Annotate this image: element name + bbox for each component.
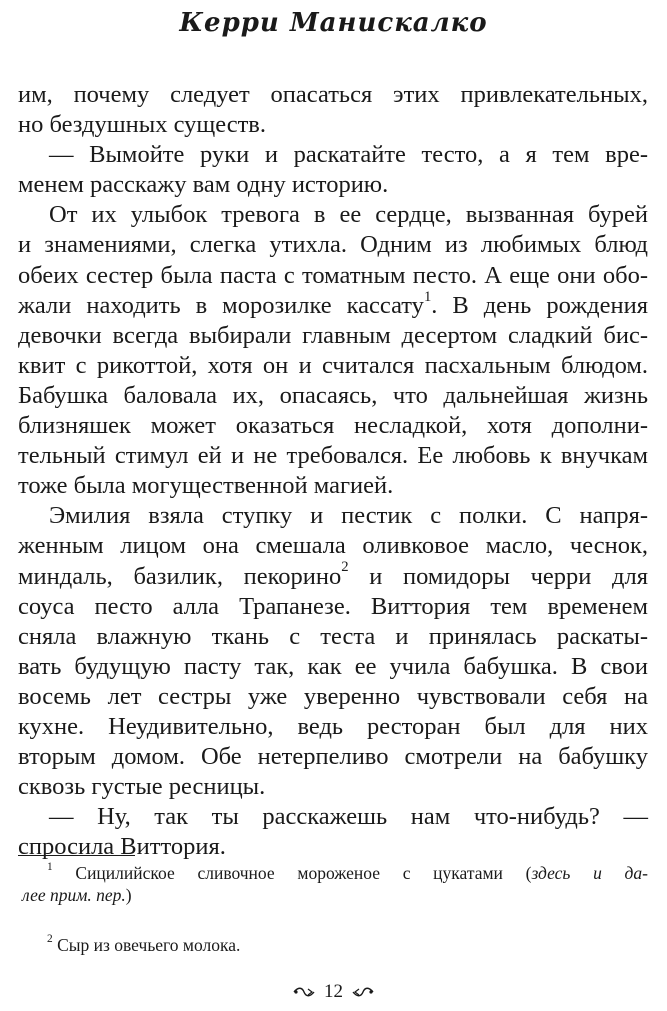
text-line: девочки всегда выбирали главным десертом сладкий бис- bbox=[18, 321, 648, 349]
text-line: От их улыбок тревога в ее сердце, вызванная бурей bbox=[49, 201, 648, 229]
footnote-rule bbox=[18, 855, 135, 856]
text-line: им, почему следует опасаться этих привлекательных, bbox=[18, 81, 648, 108]
running-header: Керри Манискалко bbox=[179, 8, 488, 38]
text-line: вать будущую пасту так, как ее учила бабушка. В свои bbox=[18, 652, 648, 680]
text-line: тоже была могущественной магией. bbox=[18, 472, 394, 500]
footnote-2 bbox=[22, 934, 648, 956]
footnote-2-text: Сыр из овечьего молока. bbox=[52, 935, 241, 955]
floral-flourish-icon bbox=[351, 982, 375, 1004]
text-line: женным лицом она смешала оливковое масло, чеснок, bbox=[18, 532, 648, 560]
footnote-1-italic: здесь и да- bbox=[531, 863, 648, 883]
text-line: спросила Виттория. bbox=[18, 833, 226, 861]
footnote-reference: 1 bbox=[423, 288, 432, 305]
text-line: близняшек может оказаться несладкой, хотя дополни- bbox=[18, 412, 648, 440]
footnote-1-marker: 1 bbox=[47, 860, 53, 873]
text-line: обеих сестер была паста с томатным песто. А еще они обо- bbox=[18, 261, 648, 289]
text-line: но бездушных существ. bbox=[18, 111, 266, 139]
body-text bbox=[18, 80, 648, 862]
footnote-1-close: ) bbox=[125, 885, 132, 905]
text-line: — Вымойте руки и раскатайте тесто, а я тем вре- bbox=[49, 141, 648, 169]
floral-flourish-icon bbox=[292, 982, 316, 1004]
page-footer bbox=[0, 981, 667, 1004]
text-line: менем расскажу вам одну историю. bbox=[18, 171, 389, 199]
text-line: миндаль, базилик, пекорино$^2$ и помидоры черри для bbox=[18, 559, 648, 590]
text-line: соуса песто алла Трапанезе. Виттория тем временем bbox=[18, 592, 648, 620]
text-line: тельный стимул ей и не требовался. Ее любовь к внучкам bbox=[18, 442, 648, 470]
text-line: вторым домом. Обе нетерпеливо смотрели на бабушку bbox=[18, 743, 648, 771]
footnote-2-marker: 2 bbox=[47, 932, 53, 945]
text-line: сняла влажную ткань с теста и принялась раскаты- bbox=[18, 622, 648, 650]
text-line: — Ну, так ты расскажешь нам что-нибудь? — bbox=[49, 803, 648, 831]
text-line: кухне. Неудивительно, ведь ресторан был для них bbox=[18, 712, 648, 740]
footnote-1-line-2 bbox=[22, 884, 648, 906]
page-number: 12 bbox=[324, 981, 343, 1002]
text-line: жали находить в морозилке кассату$^1$. В день рождения bbox=[18, 288, 648, 319]
text-line: Бабушка баловала их, опасаясь, что дальнейшая жизнь bbox=[18, 381, 648, 409]
footnotes bbox=[22, 862, 648, 956]
footnote-1-text: Сицилийское сливочное мороженое с цукатами ( bbox=[52, 863, 532, 883]
text-line: квит с рикоттой, хотя он и считался пасхальным блюдом. bbox=[18, 351, 648, 379]
text-line: сквозь густые ресницы. bbox=[18, 773, 266, 801]
text-line: и знамениями, слегка утихла. Одним из любимых блюд bbox=[18, 231, 648, 259]
text-line: восемь лет сестры уже уверенно чувствовали себя на bbox=[18, 682, 648, 710]
footnote-1-italic-2: лее прим. пер. bbox=[22, 885, 126, 905]
footnote-reference: 2 bbox=[341, 559, 349, 576]
text-line: Эмилия взяла ступку и пестик с полки. С напря- bbox=[49, 502, 648, 530]
footnote-1-line-1 bbox=[22, 862, 648, 884]
